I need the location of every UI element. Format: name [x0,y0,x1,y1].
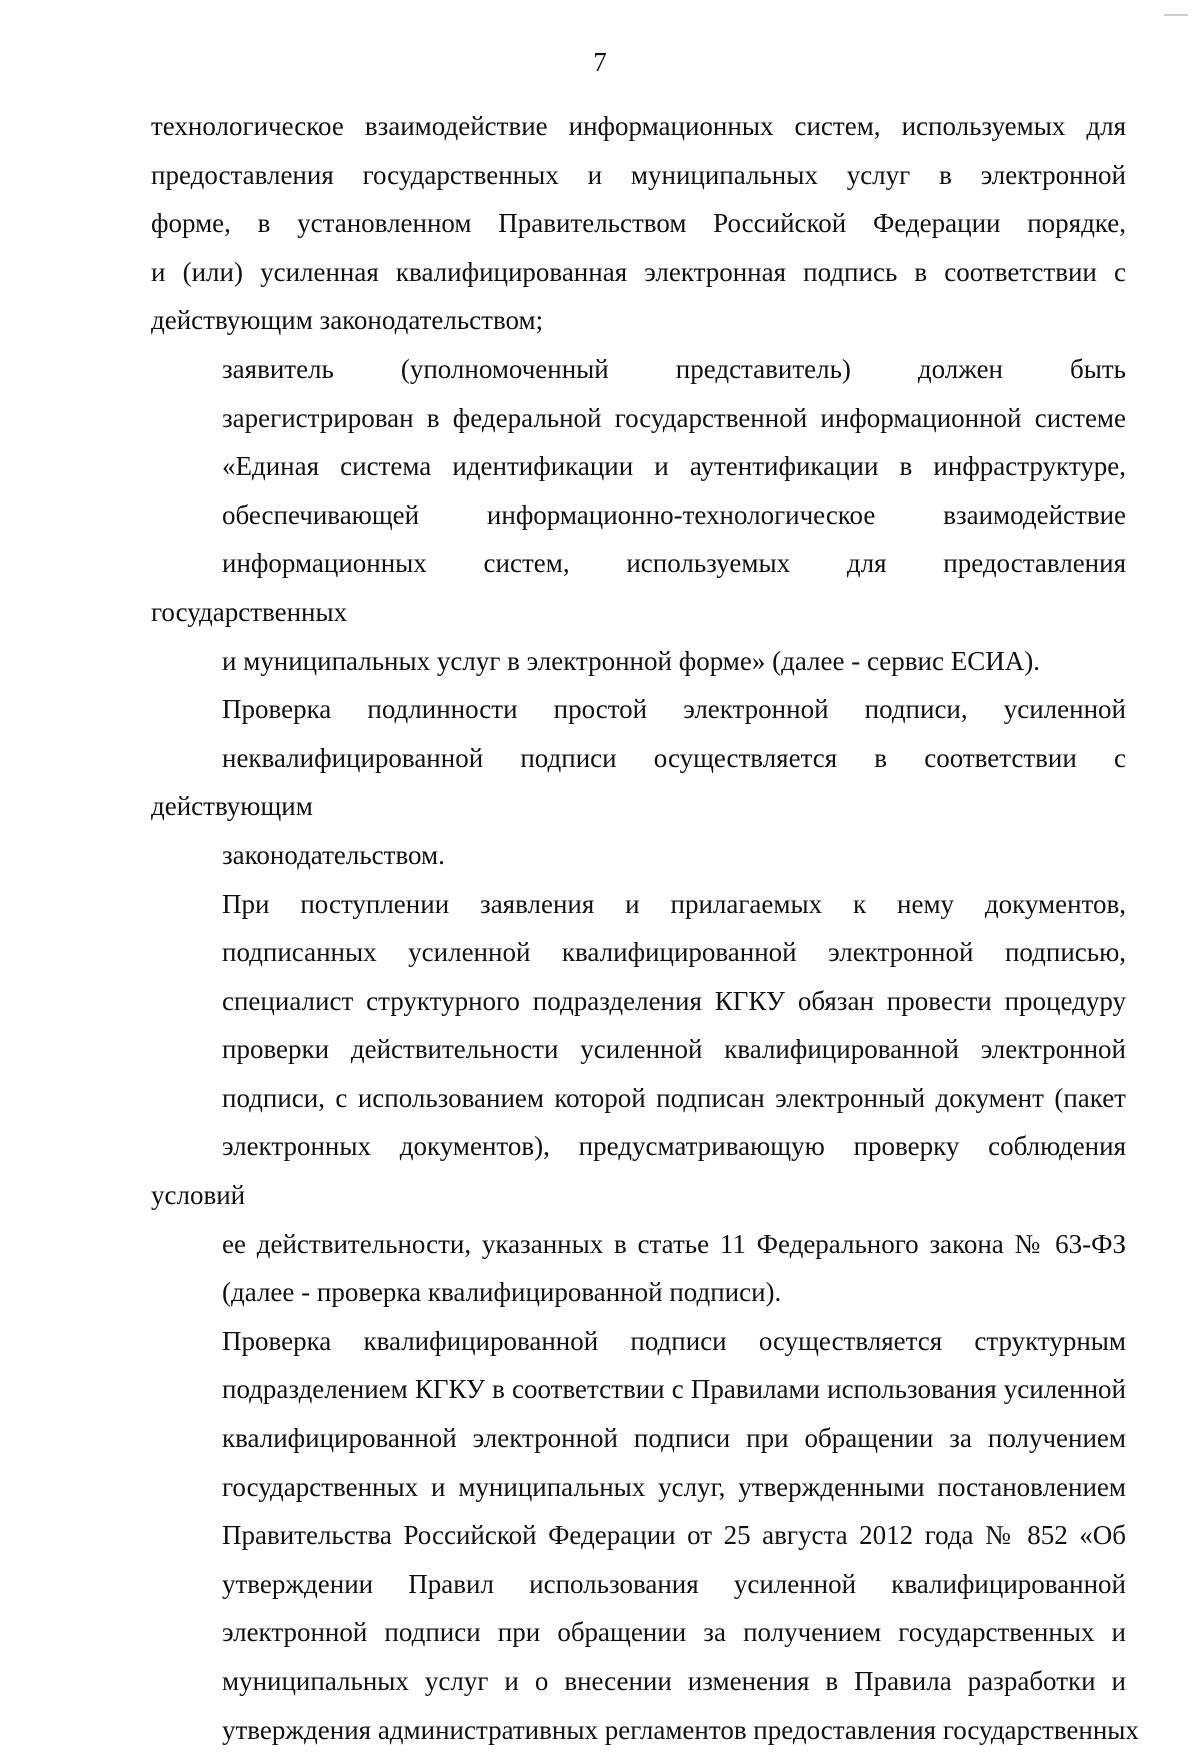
text-line: подразделением КГКУ в соответствии с Правилами использования усиленной [222,1374,1126,1405]
text-line: «Единая система идентификации и аутентификации в инфраструктуре, [222,451,1126,482]
text-line: ее действительности, указанных в статье 11 Федерального закона № 63-ФЗ [222,1228,1126,1259]
text-line: утверждении Правил использования усиленной квалифицированной [222,1568,1126,1599]
text-line: государственных и муниципальных услуг, утвержденными постановлением [222,1471,1126,1502]
text-line: обеспечивающей информационно-технологическое взаимодействие [222,499,1126,530]
text-line: специалист структурного подразделения КГКУ обязан провести процедуру [222,985,1126,1016]
paragraph [151,102,1126,345]
text-line: Правительства Российской Федерации от 25 августа 2012 года № 852 «Об [222,1520,1126,1551]
text-line: подписи, с использованием которой подписан электронный документ (пакет [222,1082,1126,1113]
text-line: муниципальных услуг и о внесении изменения в Правила разработки и [222,1666,1126,1696]
text-line: действующим законодательством; [151,305,544,336]
text-line: (далее - проверка квалифицированной подписи). [222,1277,782,1308]
text-line: и (или) усиленная квалифицированная электронная подпись в соответствии с [151,256,1126,287]
paragraph [151,685,1126,879]
text-line: При поступлении заявления и прилагаемых к нему документов, [222,888,1126,919]
text-line: неквалифицированной подписи осуществляется в соответствии с действующим [151,742,1126,822]
text-line: подписанных усиленной квалифицированной электронной подписью, [222,937,1126,968]
text-line: технологическое взаимодействие информационных систем, используемых для [151,111,1126,141]
paragraph [151,1317,1139,1754]
text-line: Проверка подлинности простой электронной подписи, усиленной [222,694,1126,725]
text-line: законодательством. [222,839,445,870]
text-line: Проверка квалифицированной подписи осуществляется структурным [222,1325,1126,1356]
text-line: форме, в установленном Правительством Российской Федерации порядке, [151,208,1126,239]
text-line: проверки действительности усиленной квалифицированной электронной [222,1034,1126,1065]
scan-edge-mark [1164,14,1188,16]
paragraph [151,345,1126,685]
paragraph [151,880,1126,1317]
page-number: 7 [593,47,607,77]
document-body [151,102,1139,1754]
text-line: информационных систем, используемых для предоставления государственных [151,548,1126,627]
text-line: электронной подписи при обращении за получением государственных и [222,1617,1126,1648]
text-line: зарегистрирован в федеральной государственной информационной системе [222,402,1126,433]
text-line: предоставления государственных и муниципальных услуг в электронной [151,159,1126,190]
text-line: и муниципальных услуг в электронной форме» (далее - сервис ЕСИА). [222,645,1040,676]
text-line: квалифицированной электронной подписи при обращении за получением [222,1423,1126,1454]
text-line: утверждения административных регламентов предоставления государственных [222,1714,1139,1745]
text-line: заявитель (уполномоченный представитель) должен быть [222,353,1126,384]
text-line: электронных документов), предусматривающую проверку соблюдения условий [151,1131,1126,1211]
